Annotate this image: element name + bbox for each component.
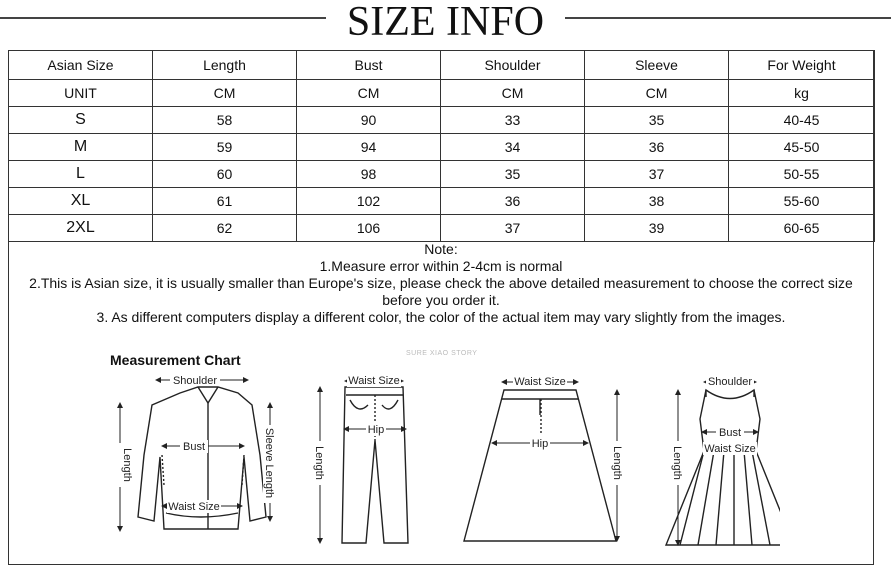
table-cell: 106: [297, 215, 441, 242]
unit-cell: CM: [585, 80, 729, 107]
garment-diagrams: [100, 345, 780, 555]
dress-waist-measure: [703, 442, 757, 455]
table-cell: 36: [441, 188, 585, 215]
table-cell: 37: [585, 161, 729, 188]
header-cell: Bust: [297, 51, 441, 80]
table-cell: 34: [441, 134, 585, 161]
shirt-waist-label: Waist Size: [168, 501, 220, 513]
unit-cell: UNIT: [9, 80, 153, 107]
pants-waist-label: Waist Size: [348, 375, 400, 387]
header-cell: For Weight: [729, 51, 875, 80]
table-cell: 36: [585, 134, 729, 161]
table-cell: 60-65: [729, 215, 875, 242]
title-rule-right: [565, 17, 891, 19]
dress-length-label: Length: [671, 446, 683, 480]
shirt-shoulder-label: Shoulder: [172, 375, 218, 387]
note-line-2: 2.This is Asian size, it is usually smaller than Europe's size, please check the above detailed measurement to choose the correct size: [29, 275, 853, 291]
size-label: 2XL: [9, 215, 153, 242]
table-cell: 60: [153, 161, 297, 188]
unit-row: [9, 80, 875, 107]
size-label: L: [9, 161, 153, 188]
unit-cell: kg: [729, 80, 875, 107]
table-cell: 98: [297, 161, 441, 188]
header-cell: Length: [153, 51, 297, 80]
dress-shoulder-label: Shoulder: [707, 376, 753, 388]
size-label: XL: [9, 188, 153, 215]
table-cell: 62: [153, 215, 297, 242]
unit-cell: CM: [297, 80, 441, 107]
table-cell: 61: [153, 188, 297, 215]
shirt-length-label: Length: [121, 448, 133, 482]
size-label: M: [9, 134, 153, 161]
dress-bust-label: Bust: [718, 427, 742, 439]
note-line-3: 3. As different computers display a different color, the color of the actual item may vary slightly from the images.: [96, 309, 786, 325]
watermark: SURE XIAO STORY: [406, 350, 478, 357]
notes-heading: Note:: [424, 241, 458, 257]
chart-title: Measurement Chart: [110, 352, 241, 368]
table-row: [9, 188, 875, 215]
table-row: [9, 107, 875, 134]
skirt-hip-measure: [492, 437, 588, 450]
table-cell: 50-55: [729, 161, 875, 188]
table-cell: 102: [297, 188, 441, 215]
measurement-chart: [100, 345, 780, 555]
pants-hip-label: Hip: [367, 424, 385, 436]
note-line-2-continued: before you order it.: [382, 292, 500, 308]
pants-diagram: [342, 387, 408, 543]
size-table: [8, 50, 875, 242]
unit-cell: CM: [153, 80, 297, 107]
pants-hip-measure: [344, 423, 406, 436]
table-cell: 59: [153, 134, 297, 161]
table-cell: 94: [297, 134, 441, 161]
header-cell: Asian Size: [9, 51, 153, 80]
table-row: [9, 215, 875, 242]
pants-length-label: Length: [313, 446, 325, 480]
dress-waist-label: Waist Size: [704, 443, 756, 455]
pants-length-measure: [313, 387, 327, 543]
table-cell: 40-45: [729, 107, 875, 134]
title-row: [0, 0, 891, 44]
table-cell: 33: [441, 107, 585, 134]
skirt-length-measure: [610, 390, 624, 541]
page-title: SIZE INFO: [346, 0, 545, 45]
table-cell: 35: [441, 161, 585, 188]
table-cell: 35: [585, 107, 729, 134]
shirt-shoulder-measure: [156, 373, 248, 387]
table-cell: 55-60: [729, 188, 875, 215]
title-rule-left: [0, 17, 326, 19]
table-row: [9, 161, 875, 188]
dress-bust-measure: [702, 426, 758, 439]
table-cell: 45-50: [729, 134, 875, 161]
skirt-diagram: [464, 390, 616, 541]
header-cell: Sleeve: [585, 51, 729, 80]
table-cell: 39: [585, 215, 729, 242]
skirt-hip-label: Hip: [531, 438, 549, 450]
shirt-length-measure: [113, 403, 133, 531]
header-row: [9, 51, 875, 80]
notes-block: [8, 241, 874, 326]
skirt-waist-measure: [502, 375, 578, 388]
table-cell: 38: [585, 188, 729, 215]
size-label: S: [9, 107, 153, 134]
note-line-1: 1.Measure error within 2-4cm is normal: [319, 258, 563, 274]
table-cell: 90: [297, 107, 441, 134]
table-cell: 37: [441, 215, 585, 242]
dress-length-measure: [671, 390, 685, 545]
shirt-waist-measure: [162, 500, 242, 513]
skirt-length-label: Length: [611, 446, 623, 480]
table-row: [9, 134, 875, 161]
unit-cell: CM: [441, 80, 585, 107]
pants-waist-measure: [345, 374, 403, 387]
shirt-bust-measure: [162, 440, 244, 453]
shirt-sleeve-label: Sleeve Length: [263, 427, 275, 499]
header-cell: Shoulder: [441, 51, 585, 80]
table-cell: 58: [153, 107, 297, 134]
dress-shoulder-measure: [704, 375, 756, 388]
shirt-bust-label: Bust: [182, 441, 206, 453]
skirt-waist-label: Waist Size: [514, 376, 566, 388]
